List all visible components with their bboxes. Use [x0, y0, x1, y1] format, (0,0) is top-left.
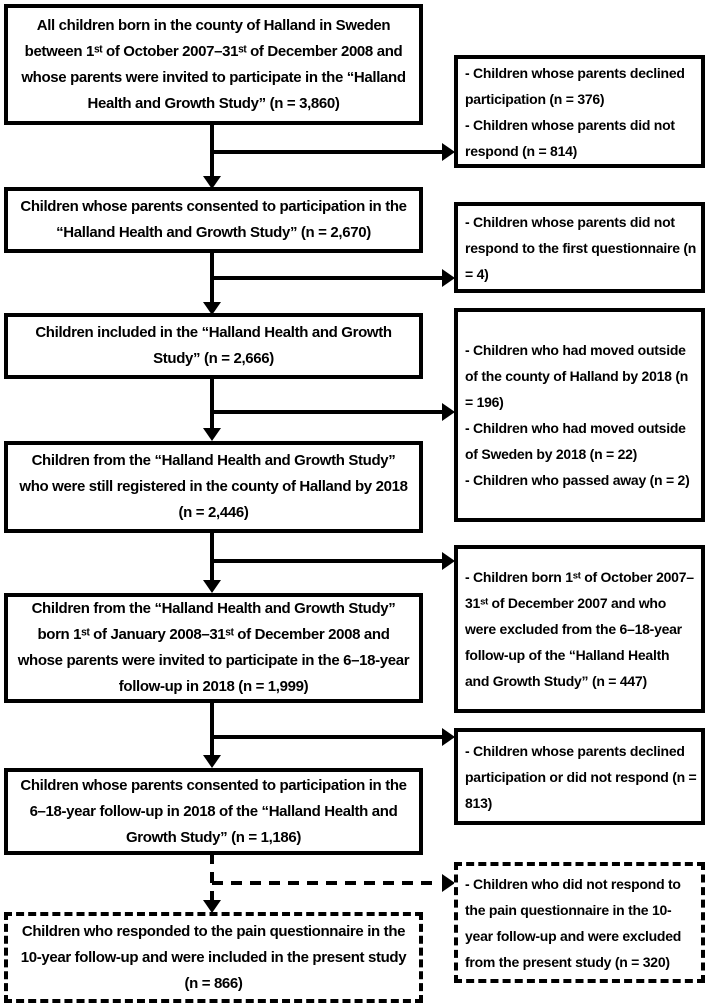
exclusion-box-no-pain-questionnaire	[454, 862, 705, 983]
exclusion-item: - Children whose parents declined participation (n = 376)	[465, 64, 685, 107]
exclusion-item: - Children whose parents declined participation or did not respond (n = 813)	[465, 742, 697, 811]
flow-box-consented-followup-text: Children whose parents consented to participation in the 6–18-year follow-up in 2018 of the “Halland Health and Growth Study” (n = 1,186)	[20, 776, 407, 846]
flow-box-children-included-text: Children included in the “Halland Health and Growth Study” (n = 2,666)	[35, 324, 392, 367]
arrow-down-icon-4	[203, 580, 221, 593]
exclusion-item: - Children who passed away (n = 2)	[465, 472, 690, 488]
flow-box-present-study-text: Children who responded to the pain questionnaire in the 10-year follow-up and were included in the present study (n = 866)	[20, 922, 407, 992]
exclusion-item: - Children whose parents did not respond to the first questionnaire (n = 4)	[465, 213, 697, 282]
exclusion-item: - Children who had moved outside of Sweden by 2018 (n = 22)	[465, 420, 686, 462]
exclusion-box-declined-no-response	[454, 55, 705, 168]
exclusion-box-declined-followup	[454, 728, 705, 825]
flow-box-invited-followup	[4, 593, 423, 703]
exclusion-item: - Children whose parents did not respond (n = 814)	[465, 116, 675, 159]
flow-box-still-registered-2018	[4, 441, 423, 533]
exclusion-item: - Children who had moved outside of the county of Halland by 2018 (n = 196)	[465, 342, 689, 410]
exclusion-box-no-first-questionnaire	[454, 202, 705, 293]
flow-box-parents-consented-text: Children whose parents consented to participation in the “Halland Health and Growth Study” (n = 2,670)	[20, 198, 407, 241]
exclusion-box-born-2007	[454, 545, 705, 713]
flow-box-consented-followup	[4, 768, 423, 855]
exclusion-box-moved-or-deceased	[454, 308, 705, 522]
arrow-down-icon-3	[203, 428, 221, 441]
flow-box-invited-cohort-text: All children born in the county of Halland in Sweden between 1ˢᵗ of October 2007–31ˢᵗ of December 2008 and whose parents were invited to participate in the “Halland Health and Growth Study” (n = 3,860)	[21, 16, 406, 112]
flow-box-present-study	[4, 912, 423, 1003]
flow-box-parents-consented	[4, 187, 423, 253]
exclusion-item: - Children who did not respond to the pain questionnaire in the 10-year follow-up and were excluded from the present study (n = 320)	[465, 875, 682, 970]
flow-box-invited-followup-text: Children from the “Halland Health and Growth Study” born 1ˢᵗ of January 2008–31ˢᵗ of December 2008 and whose parents were invited to participate in the 6–18-year follow-up in 2018 (n = 1,999)	[17, 600, 410, 695]
flow-box-children-included	[4, 313, 423, 379]
exclusion-item: - Children born 1ˢᵗ of October 2007–31ˢᵗ of December 2007 and who were excluded from the 6–18-year follow-up of the “Halland Health and Growth Study” (n = 447)	[465, 569, 694, 689]
flow-box-invited-cohort	[4, 4, 423, 125]
flow-box-still-registered-2018-text: Children from the “Halland Health and Growth Study” who were still registered in the county of Halland by 2018 (n = 2,446)	[19, 452, 408, 521]
arrow-down-icon-5	[203, 755, 221, 768]
